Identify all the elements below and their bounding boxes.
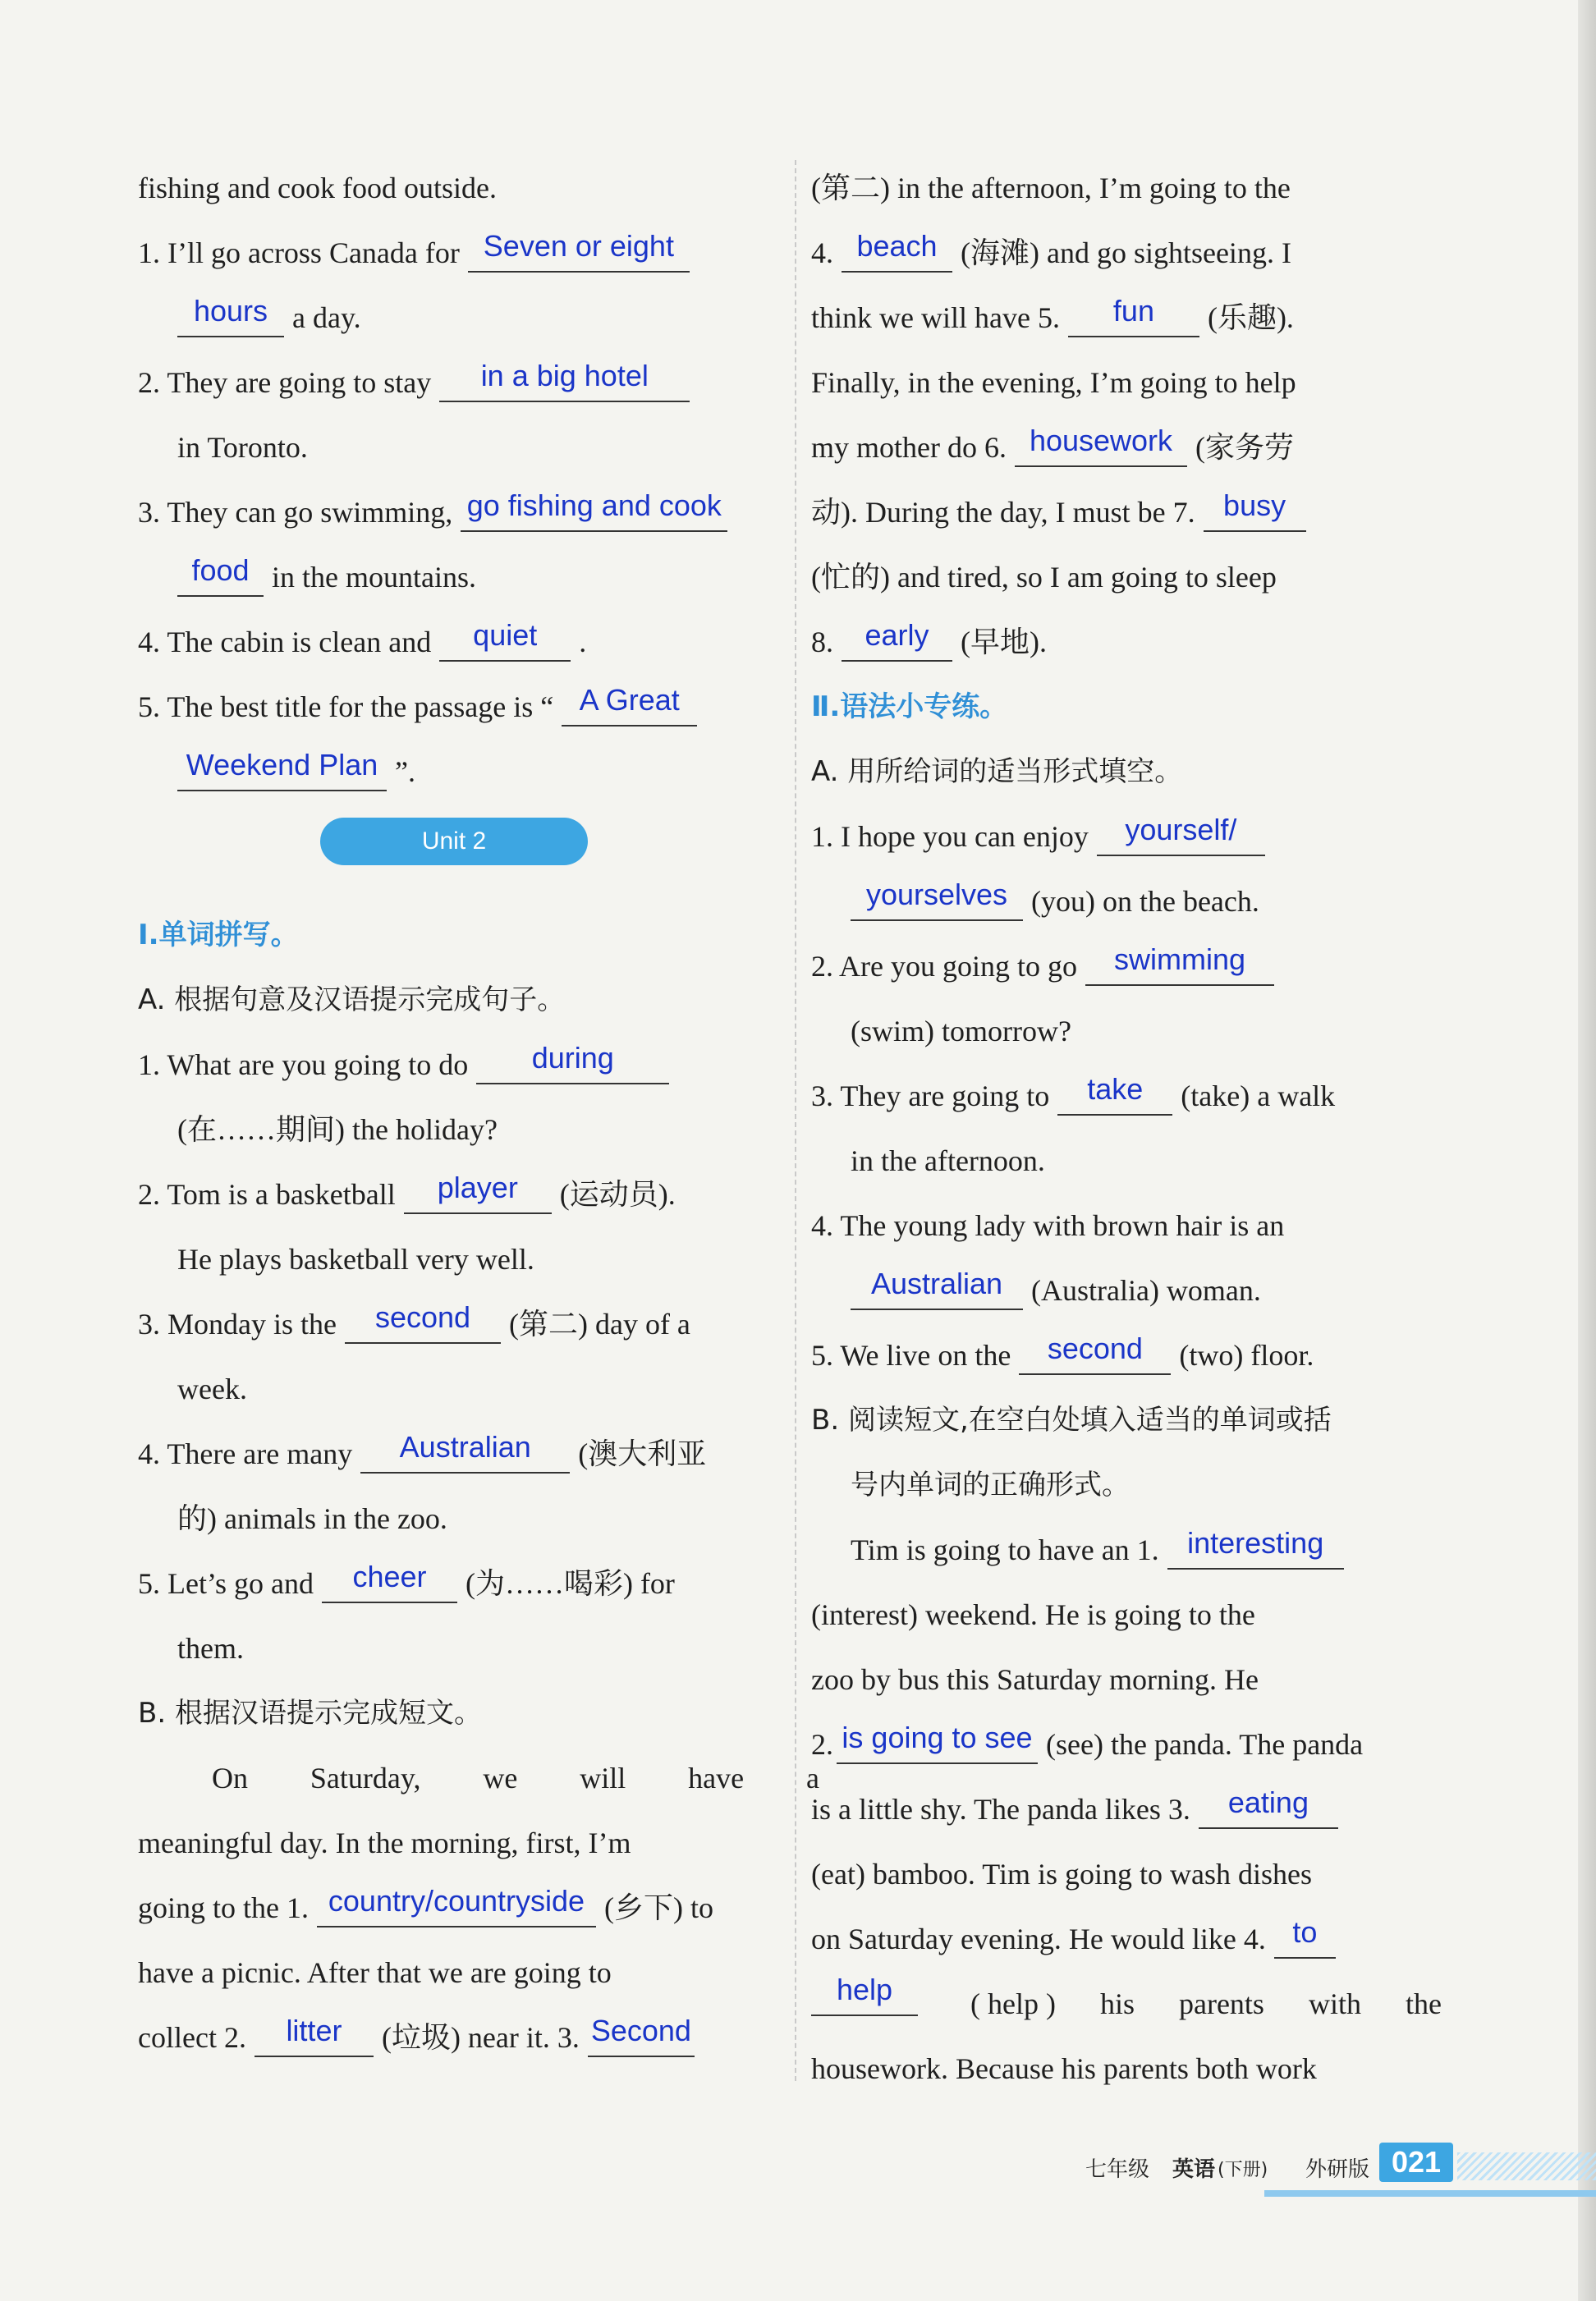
- passage-line-11: 动). During the day, I must be 7. busy: [811, 480, 1452, 545]
- word-question-3-cont: week.: [177, 1373, 247, 1405]
- grammar-question-4-cont: Australian (Australia) woman.: [811, 1258, 1452, 1323]
- reading-line-5: is a little shy. The panda likes 3. eating: [811, 1777, 1452, 1842]
- grammar-part-b-title-cont: 号内单词的正确形式。: [851, 1469, 1130, 1501]
- grammar-question-2-cont: (swim) tomorrow?: [851, 1015, 1071, 1047]
- edition-label: 外研版: [1305, 2157, 1370, 2182]
- passage-line-2: meaningful day. In the morning, first, I’m: [138, 1827, 631, 1859]
- answer-blank: take: [1057, 1065, 1172, 1116]
- passage-line-12: (忙的) and tired, so I am going to sleep: [811, 561, 1277, 594]
- word-question-4: 4. There are many Australian (澳大利亚: [138, 1422, 819, 1487]
- question-3: 3. They can go swimming, go fishing and cook: [138, 480, 819, 545]
- grammar-question-2: 2. Are you going to go swimming: [811, 934, 1452, 999]
- answer-blank: Australian: [851, 1259, 1023, 1310]
- answer-blank: Australian: [360, 1423, 570, 1474]
- question-2: 2. They are going to stay in a big hotel: [138, 351, 819, 415]
- question-4: 4. The cabin is clean and quiet .: [138, 610, 819, 675]
- part-a-title: A. 根据句意及汉语提示完成句子。: [138, 983, 566, 1016]
- word-question-5-cont: them.: [177, 1632, 244, 1665]
- answer-blank: second: [345, 1293, 501, 1344]
- section-2-title: Ⅱ.语法小专练。: [811, 690, 1008, 723]
- decorative-hatch: [1457, 2152, 1596, 2180]
- page-footer: [0, 2143, 1596, 2208]
- reading-line-9: housework. Because his parents both work: [811, 2052, 1317, 2085]
- answer-blank: eating: [1199, 1778, 1338, 1829]
- grammar-question-4: 4. The young lady with brown hair is an: [811, 1209, 1285, 1242]
- reading-line-8: help ( help ) his parents with the: [811, 1972, 1442, 2037]
- reading-line-4: 2. is going to see (see) the panda. The panda: [811, 1712, 1452, 1777]
- answer-blank: fun: [1068, 286, 1199, 337]
- answer-blank: cheer: [322, 1552, 457, 1603]
- footer-bar: [1264, 2190, 1596, 2197]
- answer-blank: yourselves: [851, 870, 1023, 921]
- part-b-title: B. 根据汉语提示完成短文。: [138, 1697, 482, 1730]
- answer-blank: interesting: [1167, 1519, 1344, 1570]
- answer-blank: swimming: [1085, 935, 1274, 986]
- answer-blank: help: [811, 1965, 918, 2016]
- grammar-question-1-cont: yourselves (you) on the beach.: [811, 869, 1452, 934]
- passage-line-5: collect 2. litter (垃圾) near it. 3. Second: [138, 2005, 819, 2070]
- answer-blank: early: [842, 611, 952, 662]
- answer-blank: Seven or eight: [468, 222, 690, 273]
- answer-blank: to: [1274, 1908, 1336, 1959]
- passage-line-6: (第二) in the afternoon, I’m going to the: [811, 172, 1291, 204]
- answer-blank: busy: [1204, 481, 1306, 532]
- answer-blank: during: [476, 1034, 669, 1084]
- question-2-cont: in Toronto.: [177, 431, 308, 464]
- page-edge: [1578, 0, 1596, 2301]
- left-column: [138, 156, 819, 2070]
- answer-blank: yourself/: [1097, 805, 1265, 856]
- answer-blank: Second: [588, 2006, 695, 2057]
- passage-line-13: 8. early (早地).: [811, 610, 1452, 675]
- answer-blank: litter: [255, 2006, 374, 2057]
- section-1-title: Ⅰ.单词拼写。: [138, 919, 299, 951]
- word-question-5: 5. Let’s go and cheer (为……喝彩) for: [138, 1552, 819, 1616]
- reading-line-2: (interest) weekend. He is going to the: [811, 1598, 1255, 1631]
- question-1: 1. I’ll go across Canada for Seven or eight: [138, 221, 819, 286]
- passage-line-10: my mother do 6. housework (家务劳: [811, 415, 1452, 480]
- answer-blank: is going to see: [837, 1713, 1038, 1764]
- reading-line-3: zoo by bus this Saturday morning. He: [811, 1663, 1259, 1696]
- answer-blank: quiet: [439, 611, 571, 662]
- answer-blank: housework: [1015, 416, 1187, 467]
- grammar-question-3: 3. They are going to take (take) a walk: [811, 1064, 1452, 1129]
- word-question-3: 3. Monday is the second (第二) day of a: [138, 1292, 819, 1357]
- answer-blank: hours: [177, 286, 284, 337]
- passage-line-3: going to the 1. country/countryside (乡下) to: [138, 1876, 819, 1941]
- question-5: 5. The best title for the passage is “ A Great: [138, 675, 819, 740]
- answer-blank: player: [404, 1163, 552, 1214]
- answer-blank: country/countryside: [317, 1877, 596, 1927]
- grammar-question-3-cont: in the afternoon.: [851, 1144, 1045, 1177]
- grammar-question-5: 5. We live on the second (two) floor.: [811, 1323, 1452, 1388]
- grammar-part-b-title: B. 阅读短文,在空白处填入适当的单词或括: [811, 1404, 1332, 1437]
- answer-blank: food: [177, 546, 264, 597]
- unit-header: [138, 804, 819, 903]
- grammar-question-1: 1. I hope you can enjoy yourself/: [811, 804, 1452, 869]
- intro-tail: fishing and cook food outside.: [138, 172, 497, 204]
- unit-badge: Unit 2: [320, 818, 588, 865]
- right-column: [811, 156, 1452, 2102]
- passage-line-1: On Saturday, we will have a: [212, 1762, 819, 1795]
- reading-line-7: on Saturday evening. He would like 4. to: [811, 1907, 1452, 1972]
- answer-blank: A Great: [562, 676, 697, 727]
- word-question-2-cont: He plays basketball very well.: [177, 1243, 534, 1276]
- reading-line-6: (eat) bamboo. Tim is going to wash dishes: [811, 1858, 1312, 1891]
- word-question-1: 1. What are you going to do during: [138, 1033, 819, 1098]
- passage-line-9: Finally, in the evening, I’m going to help: [811, 366, 1296, 399]
- answer-blank: in a big hotel: [439, 351, 690, 402]
- word-question-4-cont: 的) animals in the zoo.: [177, 1502, 447, 1535]
- passage-line-7: 4. beach (海滩) and go sightseeing. I: [811, 221, 1452, 286]
- grammar-part-a-title: A. 用所给词的适当形式填空。: [811, 755, 1183, 788]
- question-1-cont: hours a day.: [138, 286, 819, 351]
- answer-blank: second: [1019, 1324, 1171, 1375]
- page-number: 021: [1379, 2143, 1453, 2182]
- answer-blank: go fishing and cook: [461, 481, 727, 532]
- question-5-cont: Weekend Plan ”.: [138, 740, 819, 804]
- subject-label: 英语: [1172, 2157, 1216, 2182]
- passage-line-8: think we will have 5. fun (乐趣).: [811, 286, 1452, 351]
- word-question-2: 2. Tom is a basketball player (运动员).: [138, 1162, 819, 1227]
- word-question-1-cont: (在……期间) the holiday?: [177, 1113, 498, 1146]
- answer-blank: Weekend Plan: [177, 740, 387, 791]
- reading-line-1: Tim is going to have an 1. interesting: [811, 1518, 1452, 1583]
- passage-line-4: have a picnic. After that we are going to: [138, 1956, 612, 1989]
- answer-blank: beach: [842, 222, 952, 273]
- volume-label: (下册): [1218, 2160, 1268, 2180]
- question-3-cont: food in the mountains.: [138, 545, 819, 610]
- grade-label: 七年级: [1085, 2157, 1150, 2182]
